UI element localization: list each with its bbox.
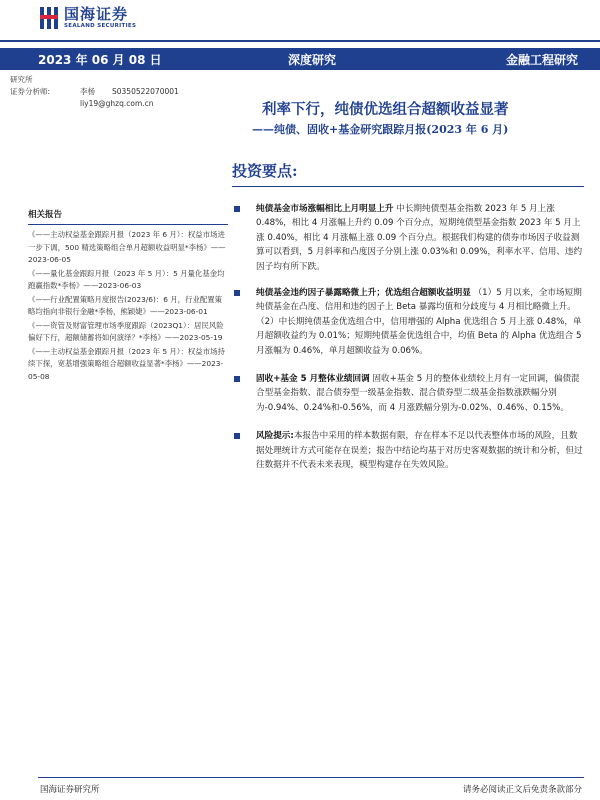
footer-institute: 国海证券研究所 [40,785,100,795]
footer-divider [38,777,584,778]
report-title: 利率下行，纯债优选组合超额收益显著 [262,101,509,118]
company-logo [38,4,136,32]
analyst-name: 李杨 [80,87,95,96]
bullet-square-icon [234,290,240,296]
risk-warning-body: 本报告中采用的样本数据有限，存在样本不足以代表整体市场的风险，且数据处理统计方式可能存在误差；报告中结论均基于对历史客观数据的统计和分析，但过往数据并不代表未来表现，模型构建存在失效风险。 [256,431,583,471]
related-report-item[interactable]: 《——主动权益基金跟踪月报（2023 年 6 月）：权益市场进一步下调，500 精选策略组合单月超额收益明显*李杨》——2023-06-05 [28,230,226,264]
logo-name-cn: 国海证券 [64,5,129,23]
key-point-body: 固收+基金 5 月的整体业绩较上月有一定回调，偏债混合型基金指数、混合债券型一级基金指数、混合债券型二级基金指数涨跌幅分别为-0.94%、0.24%和-0.56%，而 4 月涨跌幅分别为-0.02%、0.46%、0.15%。 [256,374,580,413]
report-date: 2023 年 06 月 08 日 [38,53,162,67]
key-point-body: 中长期纯债型基金指数 2023 年 5 月上涨 0.48%，相比 4 月涨幅上升约 0.09 个百分点，短期纯债型基金指数 2023 年 5 月上涨 0.40%，相比 4 月涨幅上涨 0.09 个百分点。根据我们构建的债券市场因子收益测算可以看到，5 月斜率和凸度因子分别上涨 0.03%和 0.09%，利率水平、信用、违约因子均有所下跌。 [256,204,583,272]
related-report-item[interactable]: 《——行业配置策略月度报告(2023/6)：6 月，行业配置策略均指向非银行金融*李杨，熊颖婕》——2023-06-01 [28,294,223,316]
analyst-email[interactable]: liy19@ghzq.com.cn [80,99,154,108]
key-point [234,286,584,358]
bullet-square-icon [234,206,240,212]
key-point [234,372,584,415]
related-report-item[interactable]: 《——主动权益基金跟踪月报（2023 年 5 月）：权益市场持续下探，宽基增强策略组合超额收益显著*李杨》——2023-05-08 [28,346,225,381]
key-point-body: （1）5 月以来，全市场短期纯债基金在凸度、信用和违约因子上 Beta 暴露均值和分歧度与 4 月相比略微上升。（2）中长期纯债基金优选组合中，信用增强的 Alpha 优选组合 5 月上涨 0.48%，单月超额收益约为 0.01%；短期纯债基金优选组合中，均值 Beta 的 Alpha 优选组合 5 月涨幅为 0.46%，单月超额收益为 0.06%。 [256,288,582,356]
related-reports [28,208,228,384]
key-points-heading: 投资要点: [232,162,298,180]
analyst-license: S0350522070001 [112,87,179,96]
related-report-item[interactable]: 《——量化基金跟踪月报（2023 年 5 月）：5 月量化基金均跑赢指数*李杨》——2023-06-03 [28,268,225,290]
key-point-lead: 固收+基金 5 月整体业绩回调 [256,374,370,385]
report-category: 金融工程研究 [505,53,578,67]
bullet-square-icon [234,433,240,439]
footer-disclaimer: 请务必阅读正文后免责条款部分 [462,785,582,795]
analyst-role-label: 证券分析师: [10,87,51,96]
key-points [234,202,584,485]
key-points-divider [232,186,584,187]
risk-warning-lead: 风险提示: [256,431,294,442]
key-point-lead: 纯债基金市场涨幅相比上月明显上升 [256,204,394,214]
header-divider [0,40,600,42]
bullet-square-icon [234,376,240,382]
risk-warning [234,429,584,472]
analyst-info [10,74,179,110]
report-type: 深度研究 [288,53,337,67]
logo-mark-icon [38,6,60,30]
related-report-item[interactable]: 《——资管及财富管理市场季度跟踪（2023Q1）：居民风险偏好下行，超额储蓄将如何演绎？*李杨》——2023-05-19 [28,320,224,342]
logo-name-en: SEALAND SECURITIES [64,23,137,29]
key-point [234,202,584,274]
report-banner [0,48,600,70]
related-reports-heading: 相关报告 [28,208,228,225]
report-subtitle: ——纯债、固收+基金研究跟踪月报(2023 年 6 月) [252,123,509,136]
analyst-dept: 研究所 [10,75,33,84]
key-point-lead: 纯债基金违约因子暴露略微上升；优选组合超额收益明显 [256,288,471,299]
